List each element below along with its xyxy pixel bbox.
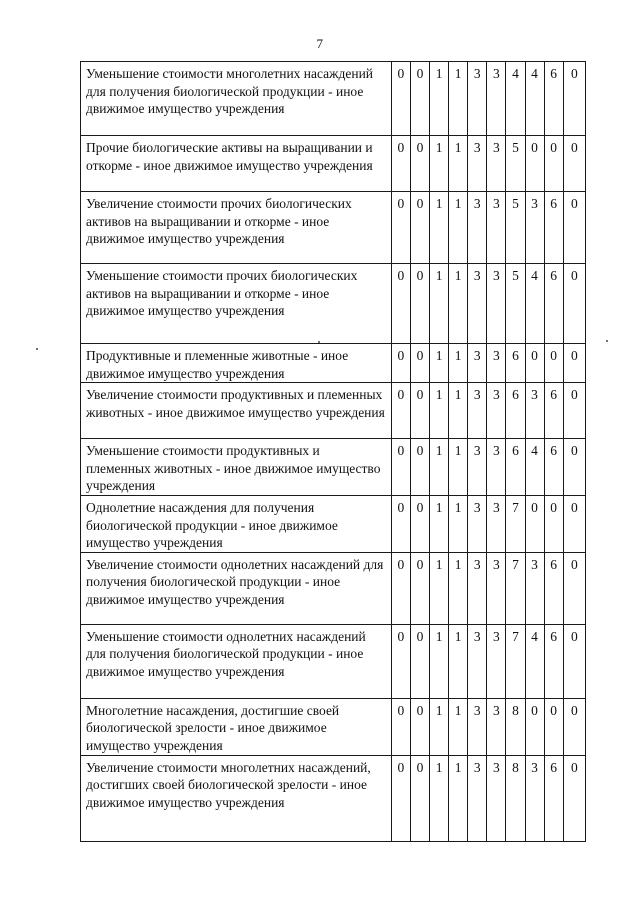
code-digit: 0: [525, 495, 544, 552]
code-digit: 6: [544, 383, 563, 439]
code-digit: 0: [410, 192, 429, 264]
code-digit: 4: [506, 62, 525, 136]
code-digit: 0: [391, 264, 410, 344]
code-digit: 3: [487, 383, 506, 439]
code-digit: 6: [506, 344, 525, 383]
code-digit: 0: [391, 136, 410, 192]
code-digit: 7: [506, 624, 525, 698]
code-digit: 1: [449, 192, 468, 264]
code-digit: 0: [391, 383, 410, 439]
code-digit: 6: [544, 624, 563, 698]
table-row: [81, 495, 586, 552]
code-digit: 3: [468, 755, 487, 841]
row-description: Уменьшение стоимости многолетних насаждений для получения биологической продукции - иное движимое имущество учреждения: [81, 62, 392, 136]
code-digit: 0: [391, 755, 410, 841]
code-digit: 6: [544, 439, 563, 496]
code-digit: 0: [391, 624, 410, 698]
code-digit: 3: [487, 62, 506, 136]
table-row: [81, 624, 586, 698]
code-digit: 3: [487, 192, 506, 264]
code-digit: 4: [525, 439, 544, 496]
code-digit: 0: [525, 698, 544, 755]
table-row: [81, 136, 586, 192]
code-digit: 1: [449, 62, 468, 136]
code-digit: 3: [487, 439, 506, 496]
code-digit: 0: [410, 62, 429, 136]
code-digit: 0: [563, 192, 585, 264]
code-digit: 1: [430, 552, 449, 624]
code-digit: 0: [563, 495, 585, 552]
code-digit: 0: [410, 344, 429, 383]
code-digit: 5: [506, 264, 525, 344]
code-digit: 3: [468, 439, 487, 496]
code-digit: 8: [506, 755, 525, 841]
code-digit: 3: [525, 552, 544, 624]
code-digit: 5: [506, 136, 525, 192]
page-number: 7: [316, 36, 324, 51]
code-digit: 3: [468, 344, 487, 383]
code-digit: 7: [506, 495, 525, 552]
code-digit: 0: [410, 495, 429, 552]
code-digit: 3: [468, 495, 487, 552]
code-digit: 0: [410, 698, 429, 755]
code-digit: 6: [544, 192, 563, 264]
code-digit: 4: [525, 62, 544, 136]
code-digit: 0: [563, 62, 585, 136]
code-digit: 3: [468, 192, 487, 264]
table-row: [81, 698, 586, 755]
code-digit: 0: [525, 344, 544, 383]
code-digit: 1: [449, 552, 468, 624]
code-digit: 1: [449, 755, 468, 841]
code-digit: 0: [563, 439, 585, 496]
code-digit: 6: [544, 62, 563, 136]
code-digit: 3: [487, 552, 506, 624]
code-digit: 3: [525, 383, 544, 439]
scan-speck: [606, 340, 608, 342]
code-digit: 1: [430, 264, 449, 344]
code-digit: 0: [391, 495, 410, 552]
code-digit: 0: [563, 136, 585, 192]
code-digit: 3: [468, 552, 487, 624]
code-digit: 3: [468, 62, 487, 136]
code-digit: 3: [487, 344, 506, 383]
code-digit: 7: [506, 552, 525, 624]
table-row: [81, 62, 586, 136]
code-digit: 0: [391, 698, 410, 755]
code-digit: 1: [430, 192, 449, 264]
code-digit: 1: [430, 62, 449, 136]
code-digit: 0: [410, 439, 429, 496]
code-digit: 1: [430, 439, 449, 496]
code-digit: 1: [449, 344, 468, 383]
table-row: [81, 755, 586, 841]
code-digit: 1: [430, 698, 449, 755]
code-digit: 1: [430, 624, 449, 698]
account-codes-table: [80, 61, 586, 842]
code-digit: 1: [449, 264, 468, 344]
code-digit: 0: [391, 192, 410, 264]
code-digit: 0: [544, 698, 563, 755]
code-digit: 3: [468, 383, 487, 439]
code-digit: 5: [506, 192, 525, 264]
code-digit: 0: [410, 383, 429, 439]
table-row: [81, 192, 586, 264]
code-digit: 3: [468, 698, 487, 755]
table-body: [81, 62, 586, 842]
row-description: Прочие биологические активы на выращивании и откорме - иное движимое имущество учреждения: [81, 136, 392, 192]
code-digit: 1: [430, 495, 449, 552]
code-digit: 0: [391, 62, 410, 136]
code-digit: 3: [487, 136, 506, 192]
table-row: [81, 552, 586, 624]
code-digit: 1: [449, 136, 468, 192]
row-description: Увеличение стоимости продуктивных и племенных животных - иное движимое имущество учреждения: [81, 383, 392, 439]
table-row: [81, 439, 586, 496]
code-digit: 4: [525, 624, 544, 698]
code-digit: 6: [506, 383, 525, 439]
code-digit: 6: [506, 439, 525, 496]
code-digit: 0: [563, 383, 585, 439]
code-digit: 1: [449, 698, 468, 755]
code-digit: 6: [544, 552, 563, 624]
code-digit: 0: [544, 136, 563, 192]
code-digit: 1: [449, 439, 468, 496]
code-digit: 3: [487, 624, 506, 698]
code-digit: 0: [410, 264, 429, 344]
scan-speck: [318, 341, 320, 343]
code-digit: 6: [544, 755, 563, 841]
code-digit: 0: [391, 439, 410, 496]
row-description: Однолетние насаждения для получения биологической продукции - иное движимое имущество учреждения: [81, 495, 392, 552]
code-digit: 4: [525, 264, 544, 344]
row-description: Уменьшение стоимости однолетних насаждений для получения биологической продукции - иное движимое имущество учреждения: [81, 624, 392, 698]
code-digit: 1: [430, 383, 449, 439]
row-description: Уменьшение стоимости прочих биологических активов на выращивании и откорме - иное движимое имущество учреждения: [81, 264, 392, 344]
code-digit: 1: [449, 624, 468, 698]
code-digit: 0: [391, 344, 410, 383]
row-description: Увеличение стоимости многолетних насаждений, достигших своей биологической зрелости - иное движимое имущество учреждения: [81, 755, 392, 841]
code-digit: 0: [563, 698, 585, 755]
code-digit: 0: [563, 344, 585, 383]
code-digit: 3: [487, 698, 506, 755]
code-digit: 6: [544, 264, 563, 344]
code-digit: 3: [468, 264, 487, 344]
code-digit: 3: [487, 495, 506, 552]
code-digit: 0: [544, 344, 563, 383]
code-digit: 0: [410, 755, 429, 841]
code-digit: 3: [468, 136, 487, 192]
scan-speck: [36, 348, 38, 350]
code-digit: 0: [525, 136, 544, 192]
code-digit: 3: [525, 192, 544, 264]
code-digit: 1: [430, 136, 449, 192]
code-digit: 1: [449, 495, 468, 552]
table-row: [81, 344, 586, 383]
code-digit: 0: [563, 264, 585, 344]
code-digit: 0: [410, 136, 429, 192]
code-digit: 0: [391, 552, 410, 624]
code-digit: 1: [430, 344, 449, 383]
table-row: [81, 264, 586, 344]
code-digit: 8: [506, 698, 525, 755]
row-description: Увеличение стоимости однолетних насаждений для получения биологической продукции - иное движимое имущество учреждения: [81, 552, 392, 624]
row-description: Увеличение стоимости прочих биологических активов на выращивании и откорме - иное движимое имущество учреждения: [81, 192, 392, 264]
code-digit: 3: [487, 755, 506, 841]
table-row: [81, 383, 586, 439]
code-digit: 0: [563, 624, 585, 698]
code-digit: 3: [525, 755, 544, 841]
code-digit: 0: [410, 624, 429, 698]
code-digit: 0: [410, 552, 429, 624]
code-digit: 1: [449, 383, 468, 439]
row-description: Уменьшение стоимости продуктивных и племенных животных - иное движимое имущество учреждения: [81, 439, 392, 496]
code-digit: 0: [563, 552, 585, 624]
code-digit: 0: [563, 755, 585, 841]
code-digit: 3: [487, 264, 506, 344]
code-digit: 1: [430, 755, 449, 841]
code-digit: 3: [468, 624, 487, 698]
row-description: Многолетние насаждения, достигшие своей биологической зрелости - иное движимое имущество учреждения: [81, 698, 392, 755]
code-digit: 0: [544, 495, 563, 552]
row-description: Продуктивные и племенные животные - иное движимое имущество учреждения: [81, 344, 392, 383]
